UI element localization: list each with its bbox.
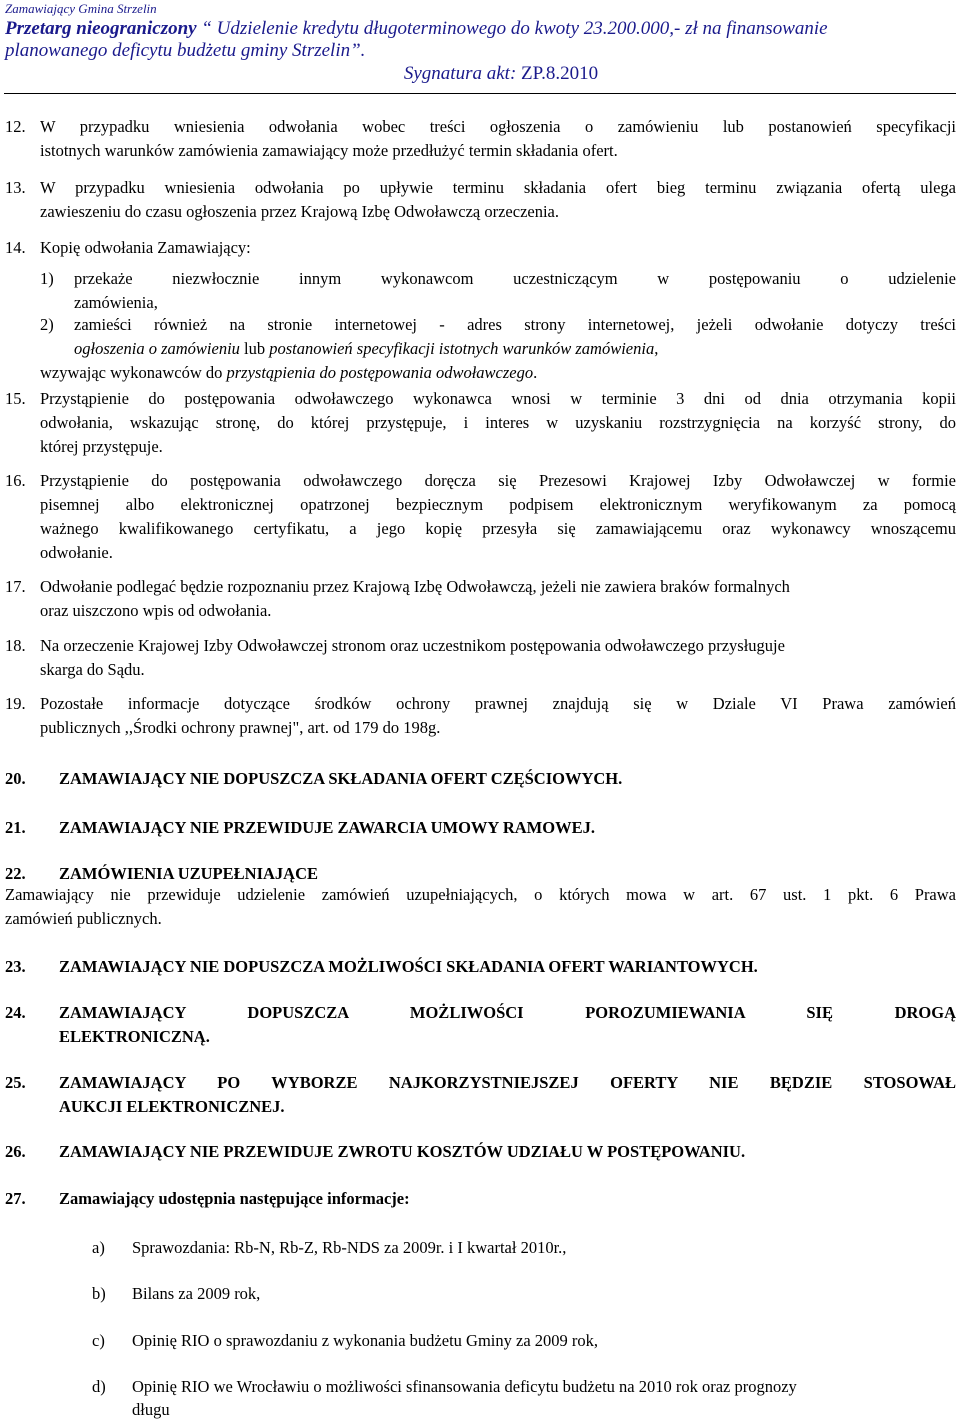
- header-institution: Zamawiający Gmina Strzelin: [5, 1, 157, 16]
- item-line: pisemnej albo elektronicznej opatrzonej bezpiecznym podpisem elektronicznym weryfikowanym za pomocą: [40, 495, 956, 514]
- section-number: 24.: [5, 1003, 26, 1022]
- section-body-line: Zamawiający nie przewiduje udzielenie zamówień uzupełniających, o których mowa w art. 67 ust. 1 pkt. 6 Prawa: [5, 885, 956, 904]
- section-title-cont: AUKCJI ELEKTRONICZNEJ.: [59, 1097, 285, 1116]
- item-line: Przystąpienie do postępowania odwoławczego doręcza się Prezesowi Krajowej Izby Odwoławczej w formie: [40, 471, 956, 490]
- sub-line: zamieści również na stronie internetowej - adres strony internetowej, jeżeli odwołanie dotyczy treści: [74, 315, 956, 334]
- header-signature: [5, 62, 957, 86]
- item-number: 17.: [5, 577, 26, 596]
- item-line: ważnego kwalifikowanego certyfikatu, a jego kopię przesyła się zamawiającemu oraz wykonawcy wnoszącemu: [40, 519, 956, 538]
- sub-line: zamówienia,: [74, 293, 158, 312]
- sub-line: przekaże niezwłocznie innym wykonawcom uczestniczącym w postępowaniu o udzielenie: [74, 269, 956, 288]
- list-text-cont: długu: [132, 1400, 170, 1419]
- section-title: ZAMÓWIENIA UZUPEŁNIAJĄCE: [59, 864, 318, 883]
- item-line: Przystąpienie do postępowania odwoławczego wykonawca wnosi w terminie 3 dni od dnia otrzymania kopii: [40, 389, 956, 408]
- plain-fragment: ,: [654, 339, 659, 358]
- item-number: 19.: [5, 694, 26, 713]
- item-line: odwołanie.: [40, 543, 113, 562]
- item-line: W przypadku wniesienia odwołania po upływie terminu składania ofert bieg terminu związania ofertą ulega: [40, 178, 956, 197]
- item-number: 14.: [5, 238, 26, 257]
- header-divider: [4, 93, 956, 94]
- italic-fragment: postanowień specyfikacji istotnych warunków zamówienia: [269, 339, 655, 358]
- item-number: 16.: [5, 471, 26, 490]
- list-text: Opinię RIO we Wrocławiu o możliwości sfinansowania deficytu budżetu na 2010 rok oraz prognozy: [132, 1377, 797, 1396]
- section-number: 21.: [5, 818, 26, 837]
- list-letter: b): [92, 1284, 106, 1303]
- page-header: [5, 0, 957, 86]
- section-title: Zamawiający udostępnia następujące informacje:: [59, 1189, 410, 1208]
- list-letter: c): [92, 1331, 105, 1350]
- section-title: ZAMAWIAJĄCY DOPUSZCZA MOŻLIWOŚCI POROZUMIEWANIA SIĘ DROGĄ: [59, 1003, 956, 1022]
- section-title: ZAMAWIAJĄCY NIE PRZEWIDUJE ZAWARCIA UMOWY RAMOWEJ.: [59, 818, 595, 837]
- item-line: Odwołanie podlegać będzie rozpoznaniu przez Krajową Izbę Odwoławczą, jeżeli nie zawiera braków formalnych: [40, 577, 790, 596]
- sub-number: 2): [40, 315, 54, 334]
- list-text: Bilans za 2009 rok,: [132, 1284, 261, 1303]
- plain-fragment: lub: [239, 339, 270, 358]
- signature-value: ZP.8.2010: [521, 63, 599, 84]
- item-line: Kopię odwołania Zamawiający:: [40, 238, 251, 257]
- section-number: 22.: [5, 864, 26, 883]
- item-line: której przystępuje.: [40, 437, 163, 456]
- item-line: istotnych warunków zamówienia zamawiający może przedłużyć termin składania ofert.: [40, 141, 618, 160]
- sub-number: 1): [40, 269, 54, 288]
- section-title: ZAMAWIAJĄCY NIE DOPUSZCZA MOŻLIWOŚCI SKŁADANIA OFERT WARIANTOWYCH.: [59, 957, 758, 976]
- item-line: [40, 362, 956, 385]
- sub-line: [74, 338, 956, 361]
- list-text: Sprawozdania: Rb-N, Rb-Z, Rb-NDS za 2009r. i I kwartał 2010r.,: [132, 1238, 567, 1257]
- italic-fragment: przystąpienia do postępowania odwoławczego: [226, 363, 534, 382]
- section-title: ZAMAWIAJĄCY NIE DOPUSZCZA SKŁADANIA OFERT CZĘŚCIOWYCH.: [59, 769, 623, 788]
- plain-fragment: .: [533, 363, 538, 382]
- plain-fragment: wzywając wykonawców do: [40, 363, 227, 382]
- section-title: ZAMAWIAJĄCY NIE PRZEWIDUJE ZWROTU KOSZTÓW UDZIAŁU W POSTĘPOWANIU.: [59, 1142, 746, 1161]
- item-number: 18.: [5, 636, 26, 655]
- item-number: 15.: [5, 389, 26, 408]
- section-number: 23.: [5, 957, 26, 976]
- header-tender-subject: “ Udzielenie kredytu długoterminowego do kwoty 23.200.000,- zł na finansowanie: [196, 18, 828, 39]
- item-line: W przypadku wniesienia odwołania wobec treści ogłoszenia o zamówieniu lub postanowień specyfikacji: [40, 117, 956, 136]
- header-tender-title-cont: planowanego deficytu budżetu gminy Strzelin”.: [5, 40, 366, 61]
- section-number: 25.: [5, 1073, 26, 1092]
- item-line: Na orzeczenie Krajowej Izby Odwoławczej stronom oraz uczestnikom postępowania odwoławczego przysługuje: [40, 636, 785, 655]
- list-letter: a): [92, 1238, 105, 1257]
- item-number: 12.: [5, 117, 26, 136]
- item-line: oraz uiszczono wpis od odwołania.: [40, 601, 272, 620]
- item-number: 13.: [5, 178, 26, 197]
- section-number: 27.: [5, 1189, 26, 1208]
- item-line: odwołania, wskazując stronę, do której przystępuje, i interes w uzyskaniu rozstrzygnięcia na korzyść strony, do: [40, 413, 956, 432]
- item-line: skarga do Sądu.: [40, 660, 145, 679]
- item-line: Pozostałe informacje dotyczące środków ochrony prawnej znajdują się w Dziale VI Prawa zamówień: [40, 694, 956, 713]
- section-title-cont: ELEKTRONICZNĄ.: [59, 1027, 210, 1046]
- header-tender-title: [5, 17, 957, 40]
- section-number: 26.: [5, 1142, 26, 1161]
- section-body-line: zamówień publicznych.: [5, 909, 162, 928]
- section-number: 20.: [5, 769, 26, 788]
- header-tender-type: Przetarg nieograniczony: [5, 18, 197, 39]
- section-title: ZAMAWIAJĄCY PO WYBORZE NAJKORZYSTNIEJSZEJ OFERTY NIE BĘDZIE STOSOWAŁ: [59, 1073, 956, 1092]
- item-line: publicznych ,,Środki ochrony prawnej", art. od 179 do 198g.: [40, 718, 441, 737]
- item-line: zawieszeniu do czasu ogłoszenia przez Krajową Izbę Odwoławczą orzeczenia.: [40, 202, 560, 221]
- signature-label: Sygnatura akt:: [403, 63, 517, 84]
- list-letter: d): [92, 1377, 106, 1396]
- italic-fragment: ogłoszenia o zamówieniu: [74, 339, 240, 358]
- list-text: Opinię RIO o sprawozdaniu z wykonania budżetu Gminy za 2009 rok,: [132, 1331, 599, 1350]
